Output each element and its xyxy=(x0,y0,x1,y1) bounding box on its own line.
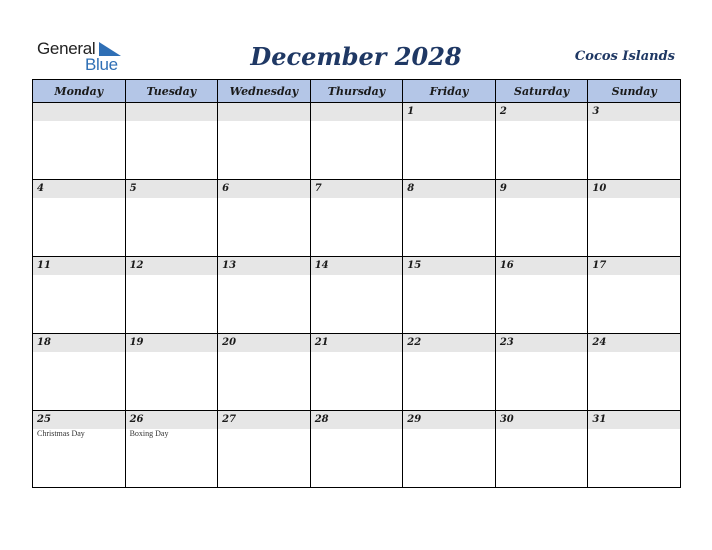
day-number: 3 xyxy=(588,103,680,121)
day-number xyxy=(126,103,218,121)
day-cell xyxy=(33,103,126,180)
day-number: 9 xyxy=(496,180,588,198)
day-cell xyxy=(588,103,681,180)
day-number xyxy=(311,103,403,121)
holiday-label: Christmas Day xyxy=(37,429,85,438)
weekday-header: Friday xyxy=(403,80,496,103)
day-cell xyxy=(588,257,681,334)
day-cell xyxy=(588,334,681,411)
day-number: 16 xyxy=(496,257,588,275)
day-cell xyxy=(33,257,126,334)
holiday-label: Boxing Day xyxy=(129,429,169,438)
weekday-header: Thursday xyxy=(310,80,403,103)
day-cell xyxy=(310,411,403,488)
day-cell xyxy=(403,103,496,180)
day-number: 13 xyxy=(218,257,310,275)
weekday-header-row xyxy=(33,80,681,103)
day-number: 19 xyxy=(126,334,218,352)
day-cell xyxy=(310,257,403,334)
day-cell xyxy=(33,180,126,257)
day-cell xyxy=(495,103,588,180)
day-number: 18 xyxy=(33,334,125,352)
weekday-header: Sunday xyxy=(588,80,681,103)
day-number: 24 xyxy=(588,334,680,352)
day-cell xyxy=(125,257,218,334)
day-cell xyxy=(588,411,681,488)
day-number: 8 xyxy=(403,180,495,198)
day-number: 28 xyxy=(311,411,403,429)
day-number: 26 xyxy=(126,411,218,429)
day-number: 29 xyxy=(403,411,495,429)
day-number xyxy=(218,103,310,121)
day-cell xyxy=(403,334,496,411)
day-cell xyxy=(495,180,588,257)
day-number: 20 xyxy=(218,334,310,352)
day-number: 25 xyxy=(33,411,125,429)
day-cell xyxy=(125,334,218,411)
day-number: 6 xyxy=(218,180,310,198)
day-cell xyxy=(33,334,126,411)
day-number: 23 xyxy=(496,334,588,352)
day-cell xyxy=(310,334,403,411)
calendar-title: December 2028 xyxy=(250,42,462,71)
weekday-header: Tuesday xyxy=(125,80,218,103)
day-cell xyxy=(125,103,218,180)
day-cell xyxy=(495,257,588,334)
day-number: 1 xyxy=(403,103,495,121)
day-cell xyxy=(33,411,126,488)
day-number: 4 xyxy=(33,180,125,198)
day-cell xyxy=(218,411,311,488)
day-number: 30 xyxy=(496,411,588,429)
week-row xyxy=(33,257,681,334)
day-cell xyxy=(403,257,496,334)
day-cell xyxy=(495,334,588,411)
weekday-header: Wednesday xyxy=(218,80,311,103)
day-cell xyxy=(125,180,218,257)
day-cell xyxy=(310,103,403,180)
day-number: 14 xyxy=(311,257,403,275)
day-number xyxy=(33,103,125,121)
day-number: 2 xyxy=(496,103,588,121)
day-number: 10 xyxy=(588,180,680,198)
day-number: 22 xyxy=(403,334,495,352)
logo-word-blue: Blue xyxy=(85,55,118,74)
day-number: 31 xyxy=(588,411,680,429)
day-number: 7 xyxy=(311,180,403,198)
week-row xyxy=(33,103,681,180)
day-cell xyxy=(310,180,403,257)
day-cell xyxy=(218,103,311,180)
week-row xyxy=(33,411,681,488)
day-number: 21 xyxy=(311,334,403,352)
day-number: 11 xyxy=(33,257,125,275)
week-row xyxy=(33,180,681,257)
day-number: 27 xyxy=(218,411,310,429)
day-number: 17 xyxy=(588,257,680,275)
day-cell xyxy=(218,334,311,411)
week-row xyxy=(33,334,681,411)
weekday-header: Monday xyxy=(33,80,126,103)
day-cell xyxy=(218,257,311,334)
country-name: Cocos Islands xyxy=(574,49,675,64)
day-cell xyxy=(403,411,496,488)
day-number: 12 xyxy=(126,257,218,275)
day-cell xyxy=(403,180,496,257)
logo-word-general: General xyxy=(37,39,96,58)
day-cell xyxy=(495,411,588,488)
calendar-grid xyxy=(32,79,681,488)
day-cell xyxy=(218,180,311,257)
day-cell xyxy=(125,411,218,488)
day-number: 5 xyxy=(126,180,218,198)
day-cell xyxy=(588,180,681,257)
weekday-header: Saturday xyxy=(495,80,588,103)
day-number: 15 xyxy=(403,257,495,275)
